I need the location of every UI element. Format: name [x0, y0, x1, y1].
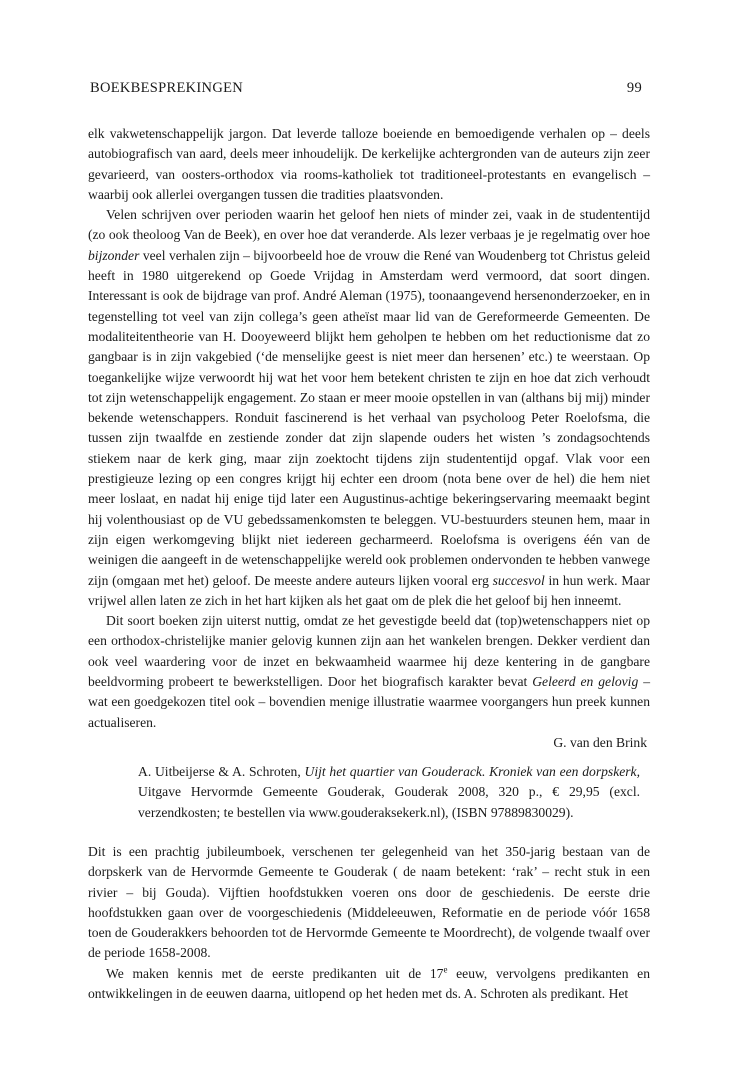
paragraph-text: Velen schrijven over perioden waarin het geloof hen niets of minder zei, vaak in de studententijd (zo ook theoloog Van de Beek), en over hoe dat veranderde. Als lezer verbaas je je regelmatig over hoe [88, 207, 650, 243]
paragraph-text: elk vakwetenschappelijk jargon. Dat leverde talloze boeiende en bemoedigende verhalen op – deels autobiografisch van aard, deels meer inhoudelijk. De kerkelijke achtergronden van de auteurs zijn zeer gevarieerd, van oosters-orthodox via rooms-katholiek tot traditioneel-protestants en evangelisch – waarbij ook allerlei overgangen tussen die tradities plaatsvonden. [88, 126, 650, 202]
paragraph [88, 611, 650, 733]
paragraph-text: in hun werk. Maar vrijwel allen laten ze zich in het hart kijken als het gaat om de plek die het geloof bij hen inneemt. [88, 572, 651, 608]
reference-text [138, 762, 640, 823]
book-title-emphasis: Geleerd en gelovig [532, 674, 639, 690]
paragraph [88, 205, 650, 611]
paragraph-text: – wat een goedgekozen titel ook – bovendien menige illustratie waarmee voorgangers hun preek kunnen actualiseren. [88, 674, 650, 730]
reference-authors: A. Uitbeijerse & A. Schroten, [138, 764, 305, 779]
review-2-body [88, 842, 650, 1004]
reference-details: Uitgave Hervormde Gemeente Gouderak, Gouderak 2008, 320 p., € 29,95 (excl. verzendkosten; te bestellen via www.gouderaksekerk.nl), (ISBN 97889830029). [138, 784, 640, 820]
book-reference [138, 762, 640, 823]
running-header [88, 80, 650, 100]
review-1-body [88, 124, 650, 753]
emphasis: bijzonder [88, 247, 140, 263]
paragraph-text: Dit soort boeken zijn uiterst nuttig, omdat ze het gevestigde beeld dat (top)wetenschappers niet op een orthodox-christelijke manier gelovig kunnen zijn aan het wankelen brengen. Dekker verdient dan ook veel waardering voor de inzet en bekwaamheid waarmee hij deze kentering in de gangbare beeldvorming probeert te bewerkstelligen. Door het biografisch karakter bevat [88, 613, 650, 690]
reviewer-signature: G. van den Brink [553, 734, 647, 750]
emphasis: succesvol [492, 572, 545, 588]
superscript: e [443, 964, 448, 975]
paragraph-text: veel verhalen zijn – bijvoorbeeld hoe de vrouw die René van Woudenberg tot Christus geleid heeft in 1980 uitgerekend op Goede Vrijdag in Amsterdam werd vermoord, dat soort dingen. Interessant is ook de bijdrage van prof. André Aleman (1975), toonaangevend hersenonderzoeker, en in tegenstelling tot veel van zijn collega’s geen atheïst maar lid van de Gereformeerde Gemeenten. De modaliteitentheorie van H. Dooyeweerd blijkt hem geholpen te hebben om het reductionisme dat zo gangbaar is in zijn vakgebied (‘de menselijke geest is niet meer dan hersenen’ etc.) te weerstaan. Op toegankelijke wijze verwoordt hij wat het voor hem betekent christen te zijn en hoe dat zich verhoudt tot zijn wetenschappelijk engagement. Zo staan er meer mooie opstellen in van (althans bij mij) minder bekende wetenschappers. Ronduit fascinerend is het verhaal van psycholoog Peter Roelofsma, die tussen zijn twaalfde en zestiende zonder dat zijn slapende ouders het wisten ’s zondagsochtends stiekem naar de kerk ging, maar zijn zoektocht tijdens zijn studententijd opgaf. Vlak voor een prestigieuze lezing op een congres krijgt hij echter een droom (nota bene over de hel) die hem niet meer loslaat, en nadat hij enige tijd later een Augustinus-achtige bekeringservaring meemaakt begint hij volenthousiast op de VU gebedssamenkomsten te beleggen. VU-bestuurders steunen hem, maar in zijn eigen werkomgeving blijkt niet iedereen gecharmeerd. Roelofsma is overigens één van de weinigen die aangeeft in de wetenschappelijke wereld ook problemen ondervonden te hebben vanwege zijn (omgaan met het) geloof. De meeste andere auteurs lijken vooral erg [88, 247, 650, 588]
paragraph [88, 842, 650, 964]
paragraph [88, 124, 650, 205]
running-title: BOEKBESPREKINGEN [90, 80, 244, 96]
paragraph [88, 964, 650, 1005]
reference-title: Uijt het quartier van Gouderack. Kroniek van een dorpskerk, [304, 764, 640, 779]
paragraph-text: Dit is een prachtig jubileumboek, verschenen ter gelegenheid van het 350-jarig bestaan van de dorpskerk van de Hervormde Gemeente te Gouderak ( de naam betekent: ‘rak’ – recht stuk in een rivier – bij Gouda). Vijftien hoofdstukken voeren ons door de geschiedenis. De eerste drie hoofdstukken gaan over de voorgeschiedenis (Middeleeuwen, Reformatie en de periode vóór 1658 toen de Gouderakkers behoorden tot de Hervormde Gemeente te Moordrecht), de volgende twaalf over de periode 1658-2008. [88, 844, 650, 961]
paragraph-text: eeuw, vervolgens predikanten en ontwikkelingen in de eeuwen daarna, uitlopend op het heden met ds. A. Schroten als predikant. Het [88, 965, 650, 1002]
paragraph-text: We maken kennis met de eerste predikanten uit de 17 [106, 965, 444, 981]
page-number: 99 [626, 80, 642, 96]
